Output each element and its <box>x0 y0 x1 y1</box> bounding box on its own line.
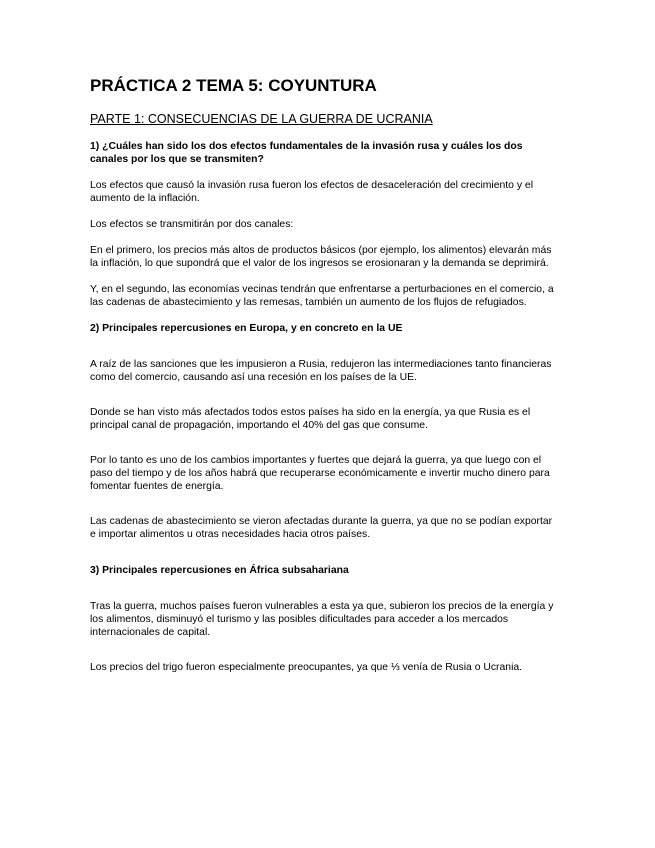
paragraph: Tras la guerra, muchos países fueron vulnerables a esta ya que, subieron los precios de la energía y los alimentos, disminuyó el turismo y las posibles dificultades para acceder a los mercados internacionales de capital. <box>90 601 554 638</box>
question-1: 1) ¿Cuáles han sido los dos efectos fundamentales de la invasión rusa y cuáles los dos canales por los que se transmiten? <box>90 141 523 165</box>
paragraph: Por lo tanto es uno de los cambios importantes y fuertes que dejará la guerra, ya que luego con el paso del tiempo y de los años habrá que recuperarse económicamente e invertir mucho dinero para fomentar fuentes de energía. <box>90 455 550 492</box>
part-title: PARTE 1: CONSECUENCIAS DE LA GUERRA DE UCRANIA <box>90 112 433 126</box>
document-title: PRÁCTICA 2 TEMA 5: COYUNTURA <box>90 76 377 95</box>
paragraph: Los efectos que causó la invasión rusa fueron los efectos de desaceleración del crecimiento y el aumento de la inflación. <box>90 180 534 204</box>
paragraph: Los efectos se transmitirán por dos canales: <box>90 219 294 230</box>
question-3: 3) Principales repercusiones en África subsahariana <box>90 565 349 576</box>
paragraph: Los precios del trigo fueron especialmente preocupantes, ya que ⅓ venía de Rusia o Ucrania. <box>90 662 523 673</box>
document-page <box>90 76 560 674</box>
paragraph: Y, en el segundo, las economías vecinas tendrán que enfrentarse a perturbaciones en el comercio, a las cadenas de abastecimiento y las remesas, también un aumento de los flujos de refugiados. <box>90 284 554 308</box>
paragraph: A raíz de las sanciones que les impusieron a Rusia, redujeron las intermediaciones tanto financieras como del comercio, causando así una recesión en los países de la UE. <box>90 359 552 383</box>
question-2: 2) Principales repercusiones en Europa, y en concreto en la UE <box>90 323 403 334</box>
paragraph: Donde se han visto más afectados todos estos países ha sido en la energía, ya que Rusia es el principal canal de propagación, importando el 40% del gas que consume. <box>90 407 531 431</box>
paragraph: En el primero, los precios más altos de productos básicos (por ejemplo, los alimentos) elevarán más la inflación, lo que supondrá que el valor de los ingresos se erosionaran y la demanda se deprimirá. <box>90 245 552 269</box>
paragraph: Las cadenas de abastecimiento se vieron afectadas durante la guerra, ya que no se podían exportar e importar alimentos u otras necesidades hacia otros países. <box>90 516 553 540</box>
